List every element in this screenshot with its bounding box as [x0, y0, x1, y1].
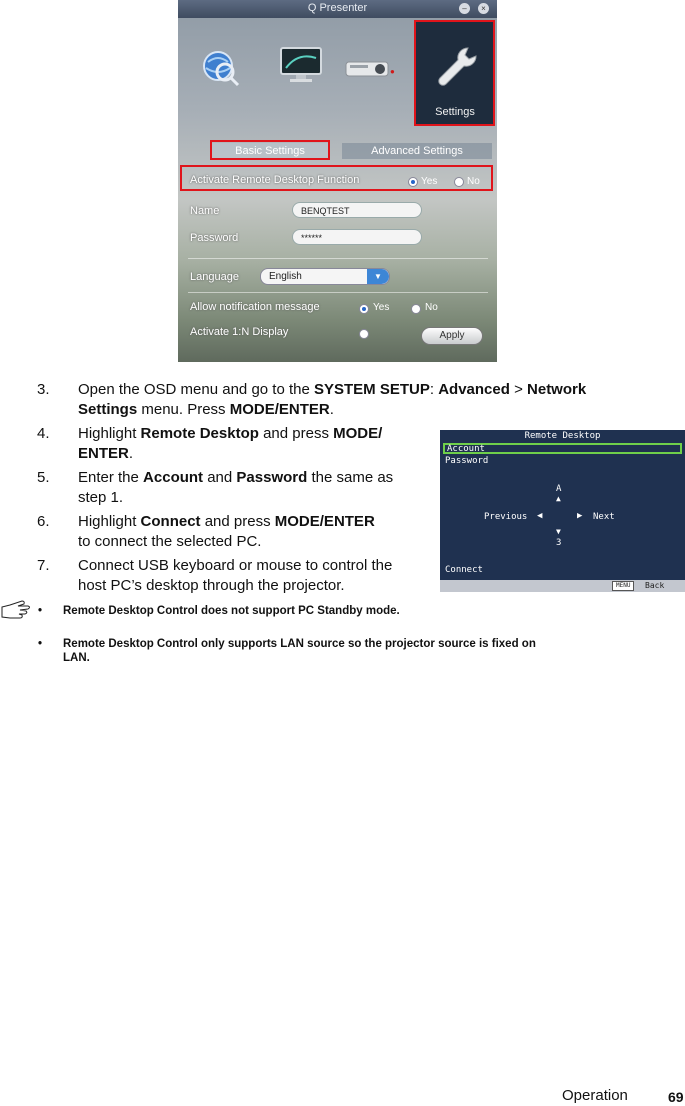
osd-footer: [440, 580, 685, 592]
password-input[interactable]: ******: [292, 229, 422, 245]
step-text: host PC’s desktop through the projector.: [78, 577, 345, 594]
step-bold: Settings: [78, 401, 138, 418]
step-text: Connect USB keyboard or mouse to control the: [78, 557, 393, 574]
step-bold: Connect: [140, 513, 201, 530]
remote-yes-label: Yes: [421, 176, 438, 187]
apply-button[interactable]: Apply: [421, 327, 483, 345]
step-text: menu. Press: [137, 401, 230, 418]
password-label: Password: [190, 232, 239, 244]
notification-yes-label: Yes: [373, 302, 390, 313]
step-text: step 1.: [78, 489, 124, 506]
language-label: Language: [190, 271, 239, 283]
basic-settings-highlight-box: [210, 140, 330, 160]
step-text: the same as: [307, 469, 394, 486]
step-number: 3.: [37, 381, 50, 398]
qpresenter-screenshot: [178, 0, 497, 362]
qpresenter-titlebar: [178, 0, 497, 18]
separator: [188, 292, 488, 293]
activate-1n-checkbox[interactable]: [359, 329, 369, 339]
language-value: English: [269, 271, 302, 282]
step-text: and: [203, 469, 237, 486]
step-bold: ENTER: [78, 445, 129, 462]
notification-yes-radio[interactable]: [359, 304, 369, 314]
footer-section-title: Operation: [562, 1087, 628, 1104]
note-hand-icon: [0, 597, 32, 623]
step-bold: MODE/ENTER: [229, 401, 330, 418]
step-bold: Password: [236, 469, 308, 486]
step-text: .: [329, 401, 334, 418]
osd-back-label[interactable]: Back: [645, 581, 665, 590]
tab-advanced-settings[interactable]: Advanced Settings: [342, 143, 492, 159]
bullet: •: [38, 638, 43, 650]
monitor-icon[interactable]: [278, 46, 324, 84]
arrow-left-icon[interactable]: ◀: [537, 511, 543, 521]
step-bold: MODE/ENTER: [274, 513, 375, 530]
remote-no-label: No: [467, 176, 480, 187]
close-icon[interactable]: ×: [478, 3, 489, 14]
note-text: LAN.: [63, 652, 90, 664]
osd-title: Remote Desktop: [524, 431, 601, 441]
step-number: 4.: [37, 425, 50, 442]
qpresenter-title: Q Presenter: [307, 2, 368, 14]
step-bold: MODE/: [333, 425, 383, 442]
activate-1n-label: Activate 1:N Display: [190, 326, 289, 338]
step-text: Highlight: [78, 425, 141, 442]
notification-no-label: No: [425, 302, 438, 313]
notification-no-radio[interactable]: [411, 304, 421, 314]
step-number: 6.: [37, 513, 50, 530]
settings-label: Settings: [435, 106, 475, 118]
step-bold: SYSTEM SETUP: [314, 381, 430, 398]
menu-key-icon: MENU: [612, 581, 634, 591]
step-number: 5.: [37, 469, 50, 486]
language-select[interactable]: [260, 268, 390, 285]
activate-remote-label: Activate Remote Desktop Function: [190, 174, 360, 186]
osd-account-row[interactable]: Account: [443, 443, 682, 454]
projector-icon[interactable]: [344, 56, 400, 82]
svg-text:●: ●: [390, 67, 395, 76]
settings-highlight-box: [414, 20, 495, 126]
arrow-up-icon[interactable]: ▲: [556, 494, 561, 503]
step-text: Enter the: [78, 469, 144, 486]
step-text: Open the OSD menu and go to the: [78, 381, 314, 398]
osd-connect-row[interactable]: Connect: [445, 565, 483, 575]
step-text: >: [509, 381, 528, 398]
step-number: 7.: [37, 557, 50, 574]
step-text: to connect the selected PC.: [78, 533, 262, 550]
note-text: Remote Desktop Control only supports LAN source so the projector source is fixed on: [63, 638, 536, 650]
osd-password-row[interactable]: Password: [445, 456, 489, 466]
osd-next-label: Next: [593, 512, 615, 522]
step-text: Highlight: [78, 513, 141, 530]
osd-previous-label: Previous: [484, 512, 528, 522]
chevron-down-icon: ▼: [367, 269, 389, 284]
step-bold: Account: [143, 469, 204, 486]
step-text: and press: [258, 425, 334, 442]
activate-remote-highlight-box: [180, 165, 493, 191]
arrow-right-icon[interactable]: ▶: [577, 511, 583, 521]
minimize-icon[interactable]: –: [459, 3, 470, 14]
step-bold: Remote Desktop: [140, 425, 259, 442]
separator: [188, 258, 488, 259]
name-label: Name: [190, 205, 220, 217]
remote-desktop-osd: [440, 430, 685, 592]
step-text: :: [429, 381, 439, 398]
step-text: and press: [200, 513, 275, 530]
tab-basic-settings[interactable]: Basic Settings: [212, 143, 328, 159]
step-bold: Network: [527, 381, 587, 398]
bullet: •: [38, 605, 43, 617]
name-input[interactable]: BENQTEST: [292, 202, 422, 218]
arrow-down-icon[interactable]: ▼: [556, 527, 561, 536]
network-search-icon[interactable]: [200, 48, 240, 88]
step-text: .: [128, 445, 134, 462]
page-number: 69: [668, 1089, 684, 1105]
allow-notification-label: Allow notification message: [190, 301, 320, 313]
note-text: Remote Desktop Control does not support PC Standby mode.: [63, 605, 400, 617]
osd-down-value: 3: [556, 538, 562, 548]
osd-up-value: A: [556, 484, 562, 494]
step-bold: Advanced: [438, 381, 510, 398]
